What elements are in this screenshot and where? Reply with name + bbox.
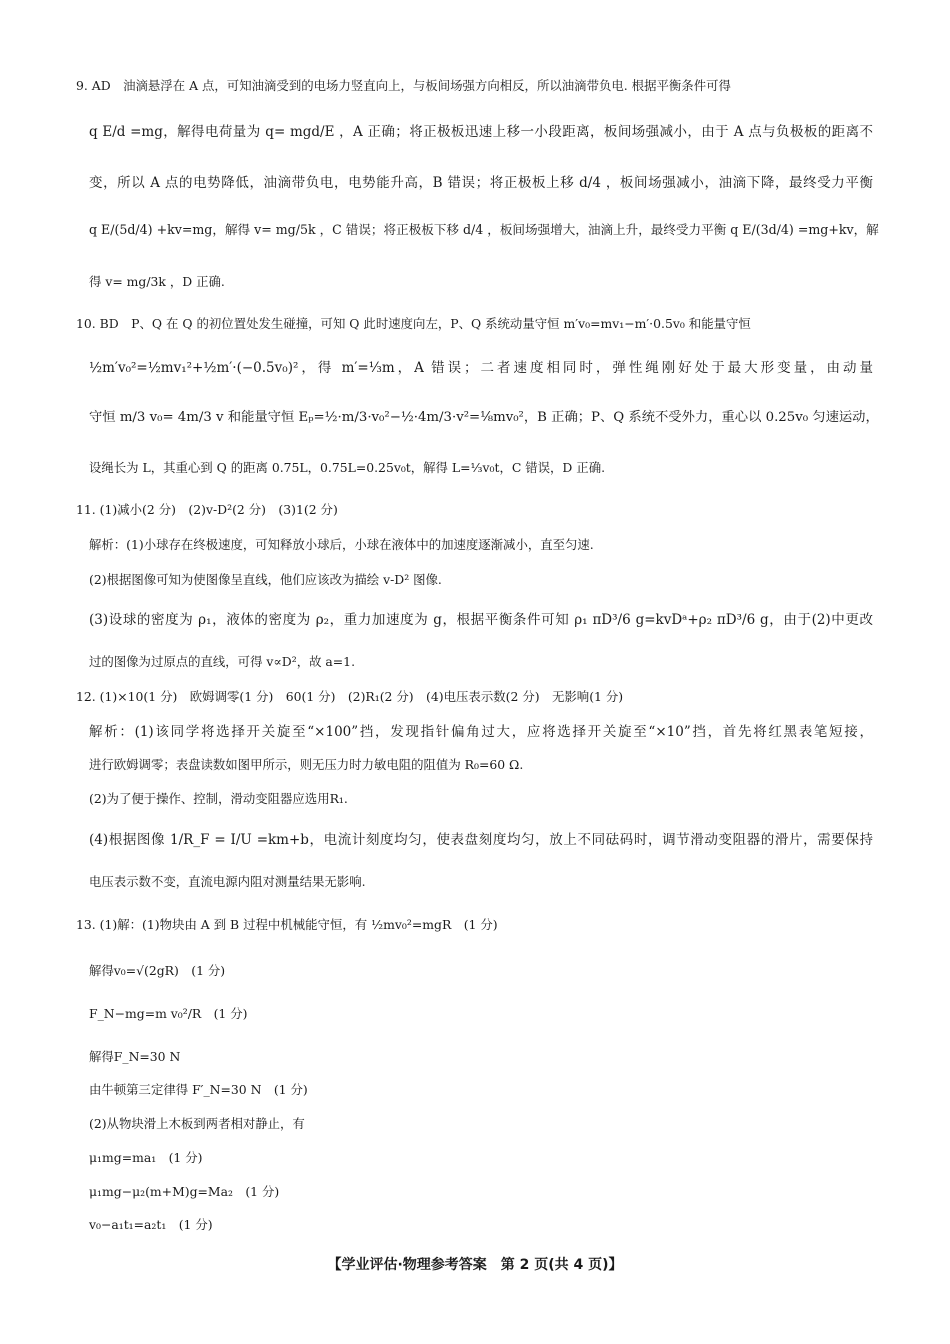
q9-line-2: q E/d =mg，解得电荷量为 q= mgd/E ，A 正确；将正极板迅速上移一小段距离，板间场强减小，由于 A 点与负极板的距离不 xyxy=(89,124,873,140)
q12-answer: 12. (1)×10(1 分) 欧姆调零(1 分) 60(1 分) (2)R₁(2 分) (4)电压表示数(2 分) 无影响(1 分) xyxy=(76,689,624,704)
q10-line-1: 10. BD P、Q 在 Q 的初位置处发生碰撞，可知 Q 此时速度向左，P、Q 系统动量守恒 m′v₀=mv₁−m′·0.5v₀ 和能量守恒 xyxy=(76,316,751,331)
q12-analysis-1: 解析：(1)该同学将选择开关旋至“×100”挡，发现指针偏角过大，应将选择开关旋至“×10”挡，首先将红黑表笔短接， xyxy=(89,724,873,740)
page-footer: 【学业评估·物理参考答案 第 2 页(共 4 页)】 xyxy=(327,1257,623,1273)
q10-line-2: ½m′v₀²=½mv₁²+½m′·(−0.5v₀)²，得 m′=⅓m，A 错误；二者速度相同时，弹性绳刚好处于最大形变量，由动量 xyxy=(89,360,873,376)
q11-answer: 11. (1)减小(2 分) (2)v-D²(2 分) (3)1(2 分) xyxy=(76,502,338,517)
q9-line-5: 得 v= mg/3k ，D 正确. xyxy=(89,274,225,289)
q9-line-3: 变，所以 A 点的电势降低，油滴带负电，电势能升高，B 错误；将正极板上移 d/4 ，板间场强减小，油滴下降，最终受力平衡 xyxy=(89,175,873,191)
q13-line-2: 解得v₀=√(2gR) (1 分) xyxy=(89,963,226,978)
q11-analysis-2: (2)根据图像可知为使图像呈直线，他们应该改为描绘 v-D² 图像. xyxy=(89,572,442,587)
q12-analysis-4: (4)根据图像 1/R_F = I/U =km+b，电流计刻度均匀，使表盘刻度均匀，放上不同砝码时，调节滑动变阻器的滑片，需要保持 xyxy=(89,832,873,848)
q13-line-3: F_N−mg=m v₀²/R (1 分) xyxy=(89,1006,248,1021)
q10-line-4: 设绳长为 L，其重心到 Q 的距离 0.75L，0.75L=0.25v₀t，解得 L=⅓v₀t，C 错误，D 正确. xyxy=(89,460,606,475)
q13-line-4: 解得F_N=30 N xyxy=(89,1049,181,1064)
q13-line-8: μ₁mg−μ₂(m+M)g=Ma₂ (1 分) xyxy=(89,1184,280,1199)
q11-analysis-1: 解析：(1)小球存在终极速度，可知释放小球后，小球在液体中的加速度逐渐减小，直至匀速. xyxy=(89,537,594,552)
q11-analysis-3: (3)设球的密度为 ρ₁，液体的密度为 ρ₂，重力加速度为 g，根据平衡条件可知 ρ₁ πD³/6 g=kvDᵃ+ρ₂ πD³/6 g，由于(2)中更改 xyxy=(89,612,873,628)
q10-line-3: 守恒 m/3 v₀= 4m/3 v 和能量守恒 Eₚ=½·m/3·v₀²−½·4m/3·v²=⅛mv₀²，B 正确；P、Q 系统不受外力，重心以 0.25v₀ 匀速运动， xyxy=(89,410,879,425)
q12-analysis-2: 进行欧姆调零；表盘读数如图甲所示，则无压力时力敏电阻的阻值为 R₀=60 Ω. xyxy=(89,757,524,772)
q13-line-1: 13. (1)解：(1)物块由 A 到 B 过程中机械能守恒，有 ½mv₀²=mgR (1 分) xyxy=(76,917,498,932)
q11-analysis-4: 过的图像为过原点的直线，可得 v∝D²，故 a=1. xyxy=(89,654,356,669)
q13-line-7: μ₁mg=ma₁ (1 分) xyxy=(89,1150,203,1165)
q9-line-1: 9. AD 油滴悬浮在 A 点，可知油滴受到的电场力竖直向上，与板间场强方向相反，所以油滴带负电. 根据平衡条件可得 xyxy=(76,78,731,93)
q12-analysis-3: (2)为了便于操作、控制，滑动变阻器应选用R₁. xyxy=(89,791,348,806)
q13-line-9: v₀−a₁t₁=a₂t₁ (1 分) xyxy=(89,1217,213,1232)
q9-line-4: q E/(5d/4) +kv=mg，解得 v= mg/5k ，C 错误；将正极板下移 d/4 ，板间场强增大，油滴上升，最终受力平衡 q E/(3d/4) =mg+kv，解 xyxy=(89,222,879,237)
q13-line-5: 由牛顿第三定律得 F′_N=30 N (1 分) xyxy=(89,1082,308,1097)
q12-analysis-5: 电压表示数不变，直流电源内阻对测量结果无影响. xyxy=(89,874,366,889)
q13-line-6: (2)从物块滑上木板到两者相对静止，有 xyxy=(89,1116,305,1131)
